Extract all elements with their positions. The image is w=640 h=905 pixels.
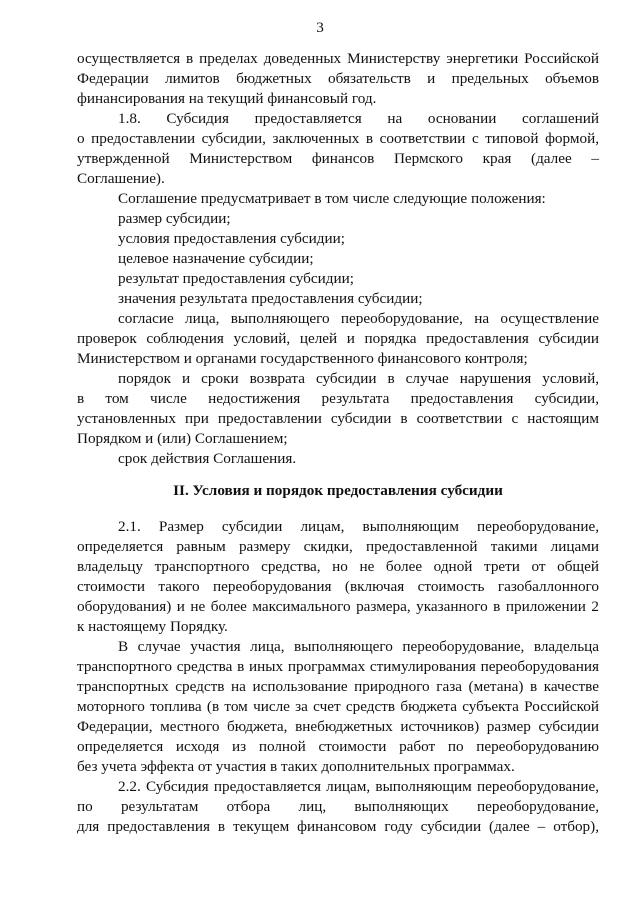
- text-line: моторного топлива (в том числе за счет средств бюджета субъекта Российской: [77, 698, 599, 715]
- text-line: Федерации, местного бюджета, внебюджетных источников) размер субсидии: [77, 718, 599, 735]
- text-line: порядок и сроки возврата субсидии в случае нарушения условий,: [118, 370, 599, 387]
- text-line: В случае участия лица, выполняющего переоборудование, владельца: [118, 638, 599, 655]
- text-line: Министерством и органами государственного финансового контроля;: [77, 350, 528, 367]
- text-line: согласие лица, выполняющего переоборудование, на осуществление: [118, 310, 599, 327]
- text-line: стоимости такого переоборудования (включая стоимость газобаллонного: [77, 578, 599, 595]
- text-line: владельцу транспортного средства, но не более одной трети от общей: [77, 558, 599, 575]
- text-line: утвержденной Министерством финансов Пермского края (далее –: [77, 150, 599, 167]
- paragraph-1-8: [77, 109, 599, 189]
- paragraph-participation: [77, 637, 599, 777]
- list-item: целевое назначение субсидии;: [118, 250, 314, 267]
- paragraph-2-2: [77, 777, 599, 837]
- text-line: транспортных средств на использование природного газа (метана) в качестве: [77, 678, 599, 695]
- text-line: для предоставления в текущем финансовом году субсидии (далее – отбор),: [77, 818, 599, 835]
- text-line: транспортного средства в иных программах стимулирования переоборудования: [77, 658, 599, 675]
- paragraph-2-1: [77, 517, 599, 637]
- text-line: по результатам отбора лиц, выполняющих переоборудование,: [77, 798, 599, 815]
- document-body: [77, 49, 599, 837]
- text-line: определяется исходя из полной стоимости работ по переоборудованию: [77, 738, 599, 755]
- text-line: без учета эффекта от участия в таких дополнительных программах.: [77, 758, 515, 775]
- text-line: установленных при предоставлении субсидии в соответствии с настоящим: [77, 410, 599, 427]
- list-item: размер субсидии;: [118, 210, 231, 227]
- text-line: оборудования) и не более максимального размера, указанного в приложении 2: [77, 598, 599, 615]
- list-item: условия предоставления субсидии;: [118, 230, 345, 247]
- text-line: осуществляется в пределах доведенных Министерству энергетики Российской: [77, 50, 599, 67]
- list-item: значения результата предоставления субсидии;: [118, 290, 423, 307]
- text-line: 2.2. Субсидия предоставляется лицам, выполняющим переоборудование,: [118, 778, 599, 795]
- list-item: срок действия Соглашения.: [118, 450, 297, 467]
- text-line: Порядком и (или) Соглашением;: [77, 430, 288, 447]
- text-line: финансирования на текущий финансовый год.: [77, 90, 377, 107]
- text-line: Федерации лимитов бюджетных обязательств и предельных объемов: [77, 70, 599, 87]
- text-line: определяется равным размеру скидки, предоставленной такими лицами: [77, 538, 599, 555]
- text-line: в том числе недостижения результата предоставления субсидии,: [77, 390, 599, 407]
- text-line: 1.8. Субсидия предоставляется на основании соглашений: [118, 110, 599, 127]
- text-line: проверок соблюдения условий, целей и порядка предоставления субсидии: [77, 330, 599, 347]
- intro-paragraph: [77, 49, 599, 109]
- text-line: о предоставлении субсидии, заключенных в соответствии с типовой формой,: [77, 130, 599, 147]
- list-item: результат предоставления субсидии;: [118, 270, 354, 287]
- page-number: 3: [316, 19, 324, 36]
- text-line: Соглашение предусматривает в том числе следующие положения:: [118, 190, 546, 207]
- section-heading: II. Условия и порядок предоставления субсидии: [173, 482, 503, 499]
- text-line: 2.1. Размер субсидии лицам, выполняющим переоборудование,: [118, 518, 599, 535]
- text-line: к настоящему Порядку.: [77, 618, 228, 635]
- agreement-provisions: [77, 189, 599, 469]
- text-line: Соглашение).: [77, 170, 165, 187]
